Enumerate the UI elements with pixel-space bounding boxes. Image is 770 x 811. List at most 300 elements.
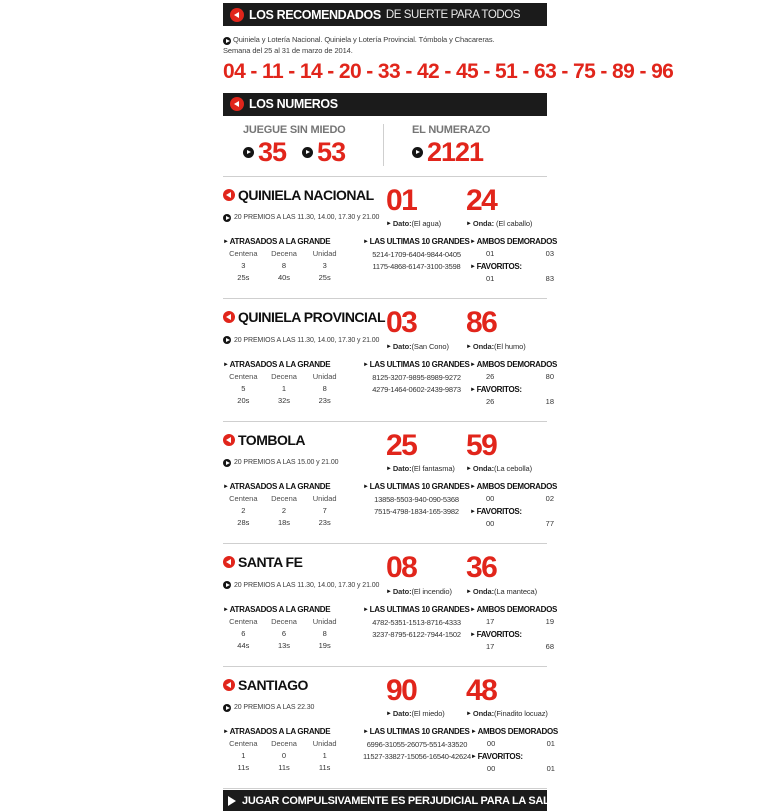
play-arrow-icon [243,147,254,158]
lottery-results-panel [223,0,674,811]
atrasados-cell: 6 [241,628,246,638]
dato-text: (El incendio) [411,586,452,596]
ultimas-label-row [363,482,470,491]
favoritos-value-2: 77 [545,519,554,529]
arrow-icon: ► [470,239,476,246]
premios-text: 20 PREMIOS A LAS 11.30, 14.00, 17.30 y 21.00 [234,336,380,344]
juegue-numbers [243,136,383,167]
arrow-icon: ► [466,343,472,350]
recomendados-description [223,35,547,57]
ambos-value-1: 26 [486,371,495,381]
atrasados-cell: 23s [318,395,331,405]
atrasados-cell: 1 [241,751,246,761]
recomendados-subtitle: DE SUERTE PARA TODOS [385,8,521,21]
atrasados-cell: 5 [241,383,246,393]
atrasados-label-row [223,360,363,369]
favoritos-label: FAVORITOS: [477,752,523,762]
juegue-number-1: 35 [258,136,287,167]
col-header-centena: Centena [229,739,258,749]
ambos-label-row [470,237,557,246]
section-header [223,673,548,719]
dato-column [386,428,466,474]
favoritos-value-2: 18 [545,396,554,406]
right-arrow-icon [228,796,236,806]
col-header-unidad: Unidad [312,494,337,504]
arrow-icon: ► [386,221,392,228]
dato-column [386,306,466,351]
favoritos-value-2: 83 [545,274,554,284]
premios-line [223,459,386,467]
play-arrow-icon [412,147,423,158]
col-header-decena: Decena [271,249,297,259]
ambos-label: AMBOS DEMORADOS [476,604,558,614]
onda-text: (Finadito locuaz) [494,709,548,719]
atrasados-label-row [223,605,363,614]
onda-text: (La manteca) [494,586,538,596]
favoritos-value-1: 00 [486,519,495,529]
onda-line [466,709,548,718]
onda-column [466,551,546,596]
favoritos-label-row [470,630,557,639]
ambos-favoritos-block [470,237,557,287]
bullet-arrow-icon [223,459,231,467]
arrow-icon: ► [363,239,369,246]
onda-column [466,306,546,351]
onda-line [466,587,546,596]
arrow-icon: ► [466,588,472,595]
col-header-centena: Centena [229,494,258,504]
section-title-row [223,554,386,570]
ultimas-line-1: 4782-5351-1513-8716-4333 [372,617,461,627]
bullet-arrow-icon [223,704,231,712]
favoritos-value-1: 26 [486,396,495,406]
ultimas-line-2: 11527-33827-15056-16540-42624 [363,752,471,762]
dato-line [386,587,466,596]
dato-label: Dato: [392,219,412,229]
lottery-sections [223,177,558,790]
warning-text: JUGAR COMPULSIVAMENTE ES PERJUDICIAL PARA LA SALUD [242,794,565,807]
arrow-icon: ► [363,484,369,491]
ambos-values [486,249,554,258]
ambos-value-2: 80 [545,371,554,381]
ambos-value-2: 02 [545,494,554,504]
arrow-icon: ► [470,631,476,638]
ambos-values [486,494,554,503]
description-line1: Quiniela y Lotería Nacional. Quiniela y Lotería Provincial. Tómbola y Chacareras. [233,35,495,44]
section-title: SANTA FE [238,554,303,571]
back-arrow-icon [230,8,244,22]
onda-line [466,464,546,473]
ultimas-numbers [363,249,470,273]
premios-line [223,336,386,344]
arrow-icon: ► [363,361,369,368]
numerazo-number-item [412,136,484,167]
dato-text: (El fantasma) [411,464,455,474]
atrasados-cell: 2 [281,506,287,516]
dato-text: (El miedo) [411,709,445,719]
atrasados-table [223,494,345,527]
premios-text: 20 PREMIOS A LAS 11.30, 14.00, 17.30 y 21.00 [234,214,380,222]
numerazo-title: EL NUMERAZO [412,123,491,136]
favoritos-value-1: 01 [486,274,495,284]
bullet-arrow-icon [223,37,231,45]
ultimas-label: LAS ULTIMAS 10 GRANDES [369,237,470,247]
atrasados-cell: 0 [281,751,287,761]
arrow-icon: ► [470,386,476,393]
juegue-number-2: 53 [317,136,346,167]
ultimas-label-row [363,360,470,369]
atrasados-label: ATRASADOS A LA GRANDE [229,604,331,614]
ambos-label-row [470,482,557,491]
dato-number: 25 [386,428,417,462]
ultimas-numbers [363,739,471,763]
atrasados-cell: 3 [241,261,246,271]
onda-label: Onda: [472,464,495,474]
section-header [223,306,547,351]
ambos-value-2: 01 [546,739,555,749]
dato-label: Dato: [392,341,412,351]
ultimas-label: LAS ULTIMAS 10 GRANDES [369,604,470,614]
favoritos-values [487,764,555,773]
onda-label: Onda: [472,586,495,596]
onda-label: Onda: [472,219,495,229]
ambos-value-2: 03 [545,249,554,259]
dato-line [386,342,466,351]
back-arrow-icon [223,556,235,568]
atrasados-cell: 28s [237,518,250,528]
numeros-header-bar [223,93,547,116]
section-title-row [223,187,386,203]
col-header-decena: Decena [271,616,297,626]
favoritos-label-row [470,262,557,271]
ultimas-label: LAS ULTIMAS 10 GRANDES [369,482,470,492]
dato-label: Dato: [392,709,412,719]
arrow-icon: ► [223,606,229,613]
ultimas-label-row [363,605,470,614]
numerazo-number: 2121 [427,136,484,167]
onda-column [466,183,546,229]
section-header [223,183,547,229]
ambos-values [486,372,554,381]
atrasados-cell: 44s [237,640,250,650]
atrasados-block [223,482,363,532]
atrasados-table [223,249,345,282]
recomendados-title: LOS RECOMENDADOS [249,7,381,22]
ultimas-line-1: 5214-1709-6404-9844-0405 [372,250,461,260]
arrow-icon: ► [466,711,472,718]
atrasados-label: ATRASADOS A LA GRANDE [229,237,331,247]
arrow-icon: ► [470,484,476,491]
atrasados-block [223,360,363,410]
juegue-left [223,124,383,166]
recommended-numbers: 04 - 11 - 14 - 20 - 33 - 42 - 45 - 51 - 63 - 75 - 89 - 96 [223,59,674,83]
ambos-label-row [470,605,557,614]
premios-text: 20 PREMIOS A LAS 22.30 [234,704,315,712]
ambos-value-2: 19 [545,616,554,626]
atrasados-label-row [223,727,363,736]
numeros-title: LOS NUMEROS [249,97,338,112]
atrasados-cell: 3 [322,261,327,271]
ultimas-label-row [363,237,470,246]
lottery-section [223,544,558,667]
ultimas-line-1: 13858-5503-940-090-5368 [374,495,459,505]
onda-text: (La cebolla) [494,464,533,474]
ultimas-numbers [363,494,470,518]
arrow-icon: ► [470,509,476,516]
juegue-number-item [243,136,287,167]
dato-column [386,183,466,229]
numerazo-numbers [412,136,547,167]
dato-line [386,219,466,228]
onda-number: 48 [466,673,497,707]
onda-line [466,219,546,228]
dato-number: 90 [386,673,417,707]
back-arrow-icon [223,311,235,323]
back-arrow-icon [223,679,235,691]
col-header-centena: Centena [229,371,258,381]
ultimas-line-2: 3237-8795-6122-7944-1502 [372,629,461,639]
ultimas-numbers [363,372,470,396]
atrasados-label: ATRASADOS A LA GRANDE [229,482,331,492]
col-header-decena: Decena [271,371,297,381]
atrasados-table [223,739,345,772]
arrow-icon: ► [386,343,392,350]
numerazo-right [383,124,547,166]
section-detail [223,482,558,532]
dato-text: (El agua) [411,219,442,229]
ultimas-line-2: 7515-4798-1834-165-3982 [374,507,459,517]
dato-text: (San Cono) [411,341,449,351]
lottery-section [223,667,558,790]
favoritos-label: FAVORITOS: [476,262,522,272]
atrasados-cell: 19s [318,640,331,650]
section-title: QUINIELA NACIONAL [238,186,374,203]
atrasados-cell: 32s [277,395,291,405]
arrow-icon: ► [470,606,476,613]
ultimas-block [363,482,470,532]
ultimas-line-2: 4279-1464-0602-2439-9873 [372,384,461,394]
onda-number: 36 [466,551,497,585]
favoritos-values [486,642,554,651]
ambos-label: AMBOS DEMORADOS [476,359,558,369]
juegue-number-item [302,136,346,167]
ambos-values [486,617,554,626]
atrasados-block [223,605,363,655]
col-header-decena: Decena [271,739,297,749]
section-title: SANTIAGO [238,676,308,693]
section-header [223,551,547,596]
play-arrow-icon [302,147,313,158]
col-header-centena: Centena [229,616,258,626]
ambos-label-row [471,727,558,736]
favoritos-values [486,519,554,528]
juegue-sin-miedo-block [223,116,547,177]
favoritos-label: FAVORITOS: [476,629,522,639]
onda-line [466,342,546,351]
section-title-row [223,309,386,325]
ambos-label: AMBOS DEMORADOS [476,482,558,492]
atrasados-cell: 6 [281,628,287,638]
atrasados-cell: 11s [278,763,290,773]
dato-number: 08 [386,551,417,585]
ultimas-block [363,237,470,287]
arrow-icon: ► [386,711,392,718]
lottery-section [223,299,558,422]
arrow-icon: ► [223,484,229,491]
section-detail [223,359,558,410]
col-header-unidad: Unidad [312,616,337,626]
atrasados-cell: 8 [322,383,327,393]
section-detail [223,604,558,655]
lottery-section [223,422,558,545]
dato-column [386,551,466,596]
back-arrow-icon [223,189,235,201]
recomendados-header-bar [223,3,547,26]
ultimas-line-1: 6996-31055-26075-5514-33520 [366,740,468,750]
favoritos-value-1: 17 [486,641,495,651]
arrow-icon: ► [223,239,229,246]
col-header-decena: Decena [271,494,297,504]
ambos-label: AMBOS DEMORADOS [476,237,558,247]
onda-column [466,673,548,719]
arrow-icon: ► [470,361,476,368]
arrow-icon: ► [386,588,392,595]
ambos-value-1: 00 [486,494,495,504]
arrow-icon: ► [223,361,229,368]
atrasados-table [223,372,345,405]
favoritos-value-2: 01 [546,764,555,774]
atrasados-cell: 7 [322,506,327,516]
atrasados-cell: 1 [322,751,327,761]
favoritos-value-1: 00 [486,764,496,774]
atrasados-cell: 13s [277,640,291,650]
section-title: TOMBOLA [238,431,306,448]
onda-number: 24 [466,183,497,217]
favoritos-label-row [470,385,557,394]
juegue-title: JUEGUE SIN MIEDO [243,123,346,136]
lottery-section [223,177,558,300]
atrasados-label-row [223,482,363,491]
onda-label: Onda: [472,341,495,351]
section-title: QUINIELA PROVINCIAL [238,309,386,326]
section-header [223,428,547,474]
onda-number: 86 [466,306,497,340]
atrasados-cell: 18s [277,518,291,528]
atrasados-cell: 23s [318,518,331,528]
ambos-value-1: 17 [486,616,495,626]
onda-label: Onda: [472,709,495,719]
arrow-icon: ► [466,221,472,228]
atrasados-cell: 25s [318,273,331,283]
arrow-icon: ► [466,466,472,473]
onda-text: (El caballo) [494,219,533,229]
favoritos-values [486,397,554,406]
dato-label: Dato: [392,464,412,474]
favoritos-label: FAVORITOS: [476,384,522,394]
ultimas-block [363,605,470,655]
ambos-favoritos-block [470,360,557,410]
ultimas-numbers [363,617,470,641]
ambos-favoritos-block [470,482,557,532]
favoritos-values [486,274,554,283]
dato-number: 01 [386,183,417,217]
arrow-icon: ► [386,466,392,473]
favoritos-value-2: 68 [545,641,554,651]
ultimas-label: LAS ULTIMAS 10 GRANDES [369,359,470,369]
arrow-icon: ► [223,729,229,736]
section-title-row [223,677,386,693]
col-header-unidad: Unidad [312,249,337,259]
bullet-arrow-icon [223,214,231,222]
arrow-icon: ► [470,754,477,761]
dato-column [386,673,466,719]
ultimas-block [363,360,470,410]
onda-column [466,428,546,474]
col-header-centena: Centena [229,249,258,259]
atrasados-table [223,617,345,650]
atrasados-cell: 8 [322,628,327,638]
ultimas-label-row [363,727,471,736]
section-title-row [223,432,386,448]
arrow-icon: ► [363,606,369,613]
premios-line [223,214,386,222]
favoritos-label: FAVORITOS: [476,507,522,517]
atrasados-cell: 2 [241,506,246,516]
ultimas-line-1: 8125-3207-9895-8989-9272 [372,372,461,382]
dato-line [386,464,466,473]
col-header-unidad: Unidad [312,739,337,749]
atrasados-cell: 20s [237,395,250,405]
ambos-value-1: 00 [486,739,496,749]
dato-line [386,709,466,718]
atrasados-block [223,237,363,287]
atrasados-cell: 11s [237,763,250,773]
atrasados-cell: 11s [318,763,331,773]
ultimas-line-2: 1175-4868-6147-3100-3598 [372,262,461,272]
atrasados-cell: 25s [237,273,250,283]
ambos-values [487,739,555,748]
back-arrow-icon [230,97,244,111]
atrasados-label: ATRASADOS A LA GRANDE [229,727,331,737]
description-line2: Semana del 25 al 31 de marzo de 2014. [223,45,353,55]
ultimas-label: LAS ULTIMAS 10 GRANDES [369,727,470,737]
ambos-label: AMBOS DEMORADOS [477,727,558,737]
ambos-value-1: 01 [486,249,495,259]
arrow-icon: ► [470,264,476,271]
atrasados-label-row [223,237,363,246]
bullet-arrow-icon [223,336,231,344]
onda-number: 59 [466,428,497,462]
dato-label: Dato: [392,586,412,596]
col-header-unidad: Unidad [312,371,337,381]
dato-number: 03 [386,306,417,340]
arrow-icon: ► [470,729,477,736]
atrasados-cell: 8 [281,261,287,271]
premios-text: 20 PREMIOS A LAS 15.00 y 21.00 [234,459,339,467]
onda-text: (El humo) [494,341,526,351]
section-detail [223,237,558,287]
premios-line [223,704,386,712]
premios-line [223,581,386,589]
back-arrow-icon [223,434,235,446]
ambos-favoritos-block [470,605,557,655]
atrasados-cell: 1 [281,383,287,393]
warning-footer-bar [223,790,565,811]
favoritos-label-row [471,752,558,761]
atrasados-label: ATRASADOS A LA GRANDE [229,359,331,369]
bullet-arrow-icon [223,581,231,589]
favoritos-label-row [470,507,557,516]
